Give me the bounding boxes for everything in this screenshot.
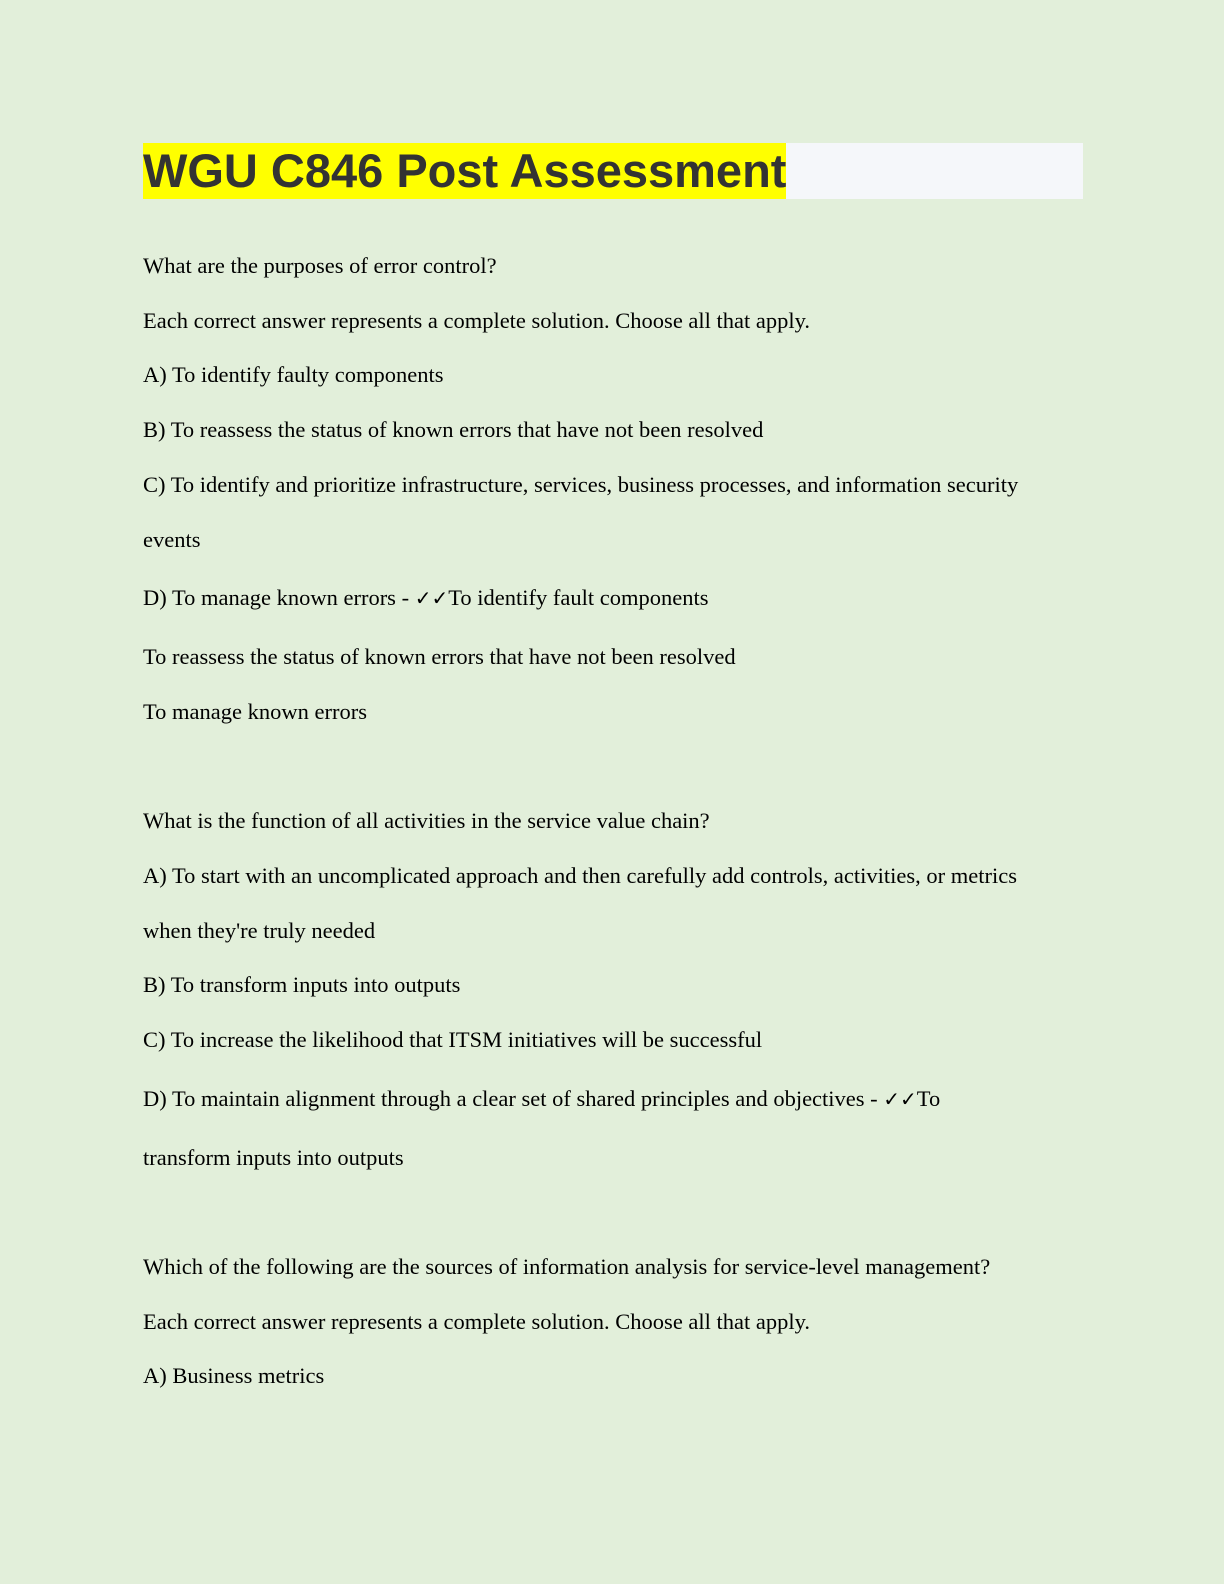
question-1-text: What are the purposes of error control? xyxy=(143,253,497,278)
question-1-option-d xyxy=(143,584,708,612)
question-1-answer-3: To manage known errors xyxy=(143,699,367,724)
question-3-option-a: A) Business metrics xyxy=(143,1363,325,1388)
question-2-option-b: B) To transform inputs into outputs xyxy=(143,972,461,997)
question-2-answer-continued: transform inputs into outputs xyxy=(143,1145,404,1170)
question-1-option-c: C) To identify and prioritize infrastructure, services, business processes, and information security xyxy=(143,472,1019,497)
question-2-option-d xyxy=(143,1085,940,1113)
question-3-instruction: Each correct answer represents a complete solution. Choose all that apply. xyxy=(143,1309,811,1334)
question-1-instruction: Each correct answer represents a complete solution. Choose all that apply. xyxy=(143,308,811,333)
question-2-option-d-label: D) To maintain alignment through a clear set of shared principles and objectives - xyxy=(143,1086,884,1111)
question-1-option-b: B) To reassess the status of known errors that have not been resolved xyxy=(143,417,764,442)
question-1-option-c-continued: events xyxy=(143,527,201,552)
question-2-option-c: C) To increase the likelihood that ITSM initiatives will be successful xyxy=(143,1027,763,1052)
question-2-option-a: A) To start with an uncomplicated approach and then carefully add controls, activities, or metrics xyxy=(143,863,1017,888)
question-2-option-a-continued: when they're truly needed xyxy=(143,918,376,943)
page-title: WGU C846 Post Assessment xyxy=(143,144,787,197)
question-2-text: What is the function of all activities in the service value chain? xyxy=(143,808,710,833)
checkmark-icon: ✓✓ xyxy=(414,586,449,610)
question-1-option-a: A) To identify faulty components xyxy=(143,362,444,387)
question-2-answer-start: To xyxy=(916,1086,941,1111)
question-3-text: Which of the following are the sources of information analysis for service-level management? xyxy=(143,1254,991,1279)
question-1-answer-2: To reassess the status of known errors that have not been resolved xyxy=(143,644,736,669)
question-1-answer-1: To identify fault components xyxy=(448,585,709,610)
checkmark-icon: ✓✓ xyxy=(883,1087,917,1111)
question-1-option-d-label: D) To manage known errors - xyxy=(143,585,415,610)
